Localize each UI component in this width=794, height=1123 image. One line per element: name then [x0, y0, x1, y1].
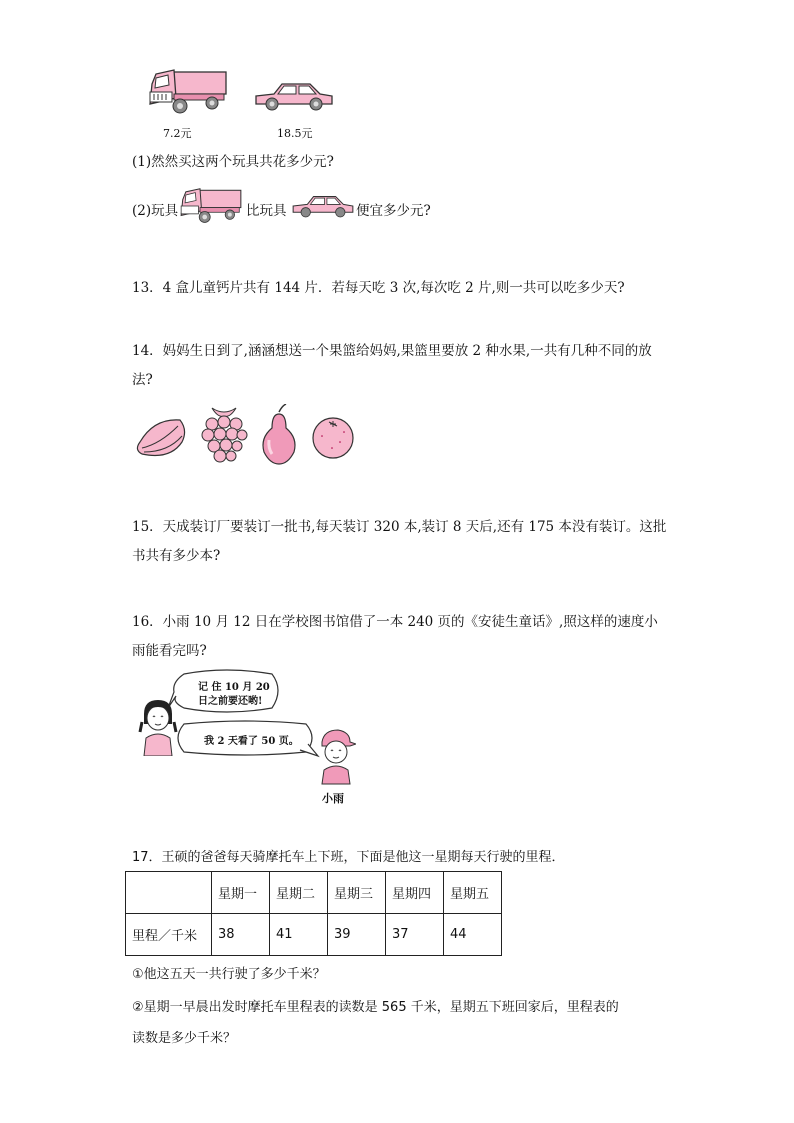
table-header-cell: 星期二: [270, 872, 328, 914]
teacher-icon: [136, 698, 180, 756]
q16-line2: 雨能看完吗?: [132, 643, 207, 659]
table-header-cell: 星期五: [444, 872, 502, 914]
q17-part1: ①他这五天一共行驶了多少千米？: [132, 967, 326, 982]
q14-line1: 14．妈妈生日到了,涵涵想送一个果篮给妈妈,果篮里要放 2 种水果,一共有几种不同的放: [132, 343, 652, 359]
bubble2-text: 我 2 天看了 50 页。: [204, 736, 299, 747]
bubble1-line2: 日之前要还哟!: [198, 696, 263, 707]
q12-part2-text-c: 便宜多少元?: [356, 203, 431, 219]
mileage-table: [125, 871, 502, 956]
bubble1-line1: 记 住 10 月 20: [198, 682, 270, 693]
xiaoyu-name-label: 小雨: [322, 792, 344, 805]
q15-line1: 15．天成装订厂要装订一批书,每天装订 320 本,装订 8 天后,还有 175 本没有装订。这批: [132, 519, 667, 535]
table-row-label: 里程／千米: [126, 914, 212, 956]
xiaoyu-icon: [316, 728, 356, 786]
table-header-cell: 星期四: [386, 872, 444, 914]
table-cell: 39: [328, 914, 386, 956]
car-price: 18.5元: [277, 127, 313, 140]
toy-truck-picture: [146, 66, 230, 122]
banana-icon: [134, 412, 188, 462]
table-header-cell: 星期三: [328, 872, 386, 914]
q12-part2-text-b: 比玩具: [246, 203, 287, 219]
grapes-icon: [200, 404, 248, 466]
q12-part1: (1)然然买这两个玩具共花多少元?: [132, 154, 334, 170]
q17-part2-line1: ②星期一早晨出发时摩托车里程表的读数是 565 千米，星期五下班回家后，里程表的: [132, 1000, 619, 1015]
table-cell: 44: [444, 914, 502, 956]
truck-price: 7.2元: [163, 127, 192, 140]
table-cell: 41: [270, 914, 328, 956]
q17-part2-line2: 读数是多少千米？: [132, 1031, 237, 1046]
table-header-cell: [126, 872, 212, 914]
car-icon: [252, 80, 336, 112]
table-cell: 38: [212, 914, 270, 956]
q17-intro: 17．王硕的爸爸每天骑摩托车上下班，下面是他这一星期每天行驶的里程．: [132, 850, 565, 865]
truck-icon: [178, 183, 244, 229]
table-cell: 37: [386, 914, 444, 956]
q16-illustration: [136, 668, 376, 808]
q12-part2-text-a: (2)玩具: [132, 203, 179, 219]
q13-text: 13．4 盒儿童钙片共有 144 片．若每天吃 3 次,每次吃 2 片,则一共可以吃多少天?: [132, 280, 625, 296]
toy-car-picture: [252, 80, 336, 116]
truck-icon: [146, 66, 230, 118]
q14-line2: 法?: [132, 372, 153, 388]
car-icon: [290, 193, 356, 219]
pear-icon: [258, 404, 300, 466]
table-row: [126, 872, 502, 914]
table-row: [126, 914, 502, 956]
q16-line1: 16．小雨 10 月 12 日在学校图书馆借了一本 240 页的《安徒生童话》,照这样的速度小: [132, 614, 658, 630]
q15-line2: 书共有多少本?: [132, 548, 221, 564]
table-header-cell: 星期一: [212, 872, 270, 914]
orange-icon: [310, 416, 356, 460]
